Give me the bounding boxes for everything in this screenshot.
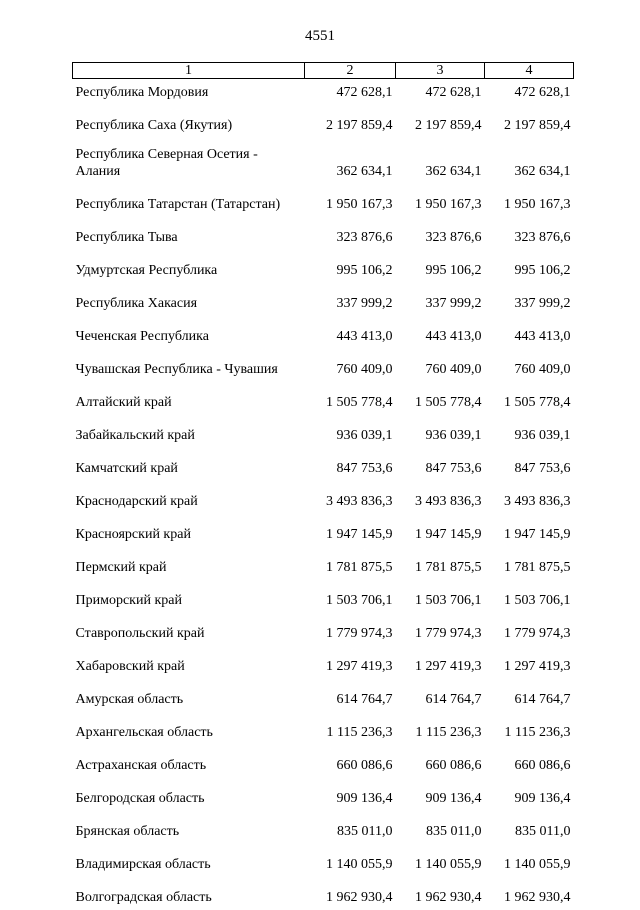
value-col3-cell: 1 140 055,9 <box>396 844 485 877</box>
table-row <box>73 382 574 415</box>
value-col2-cell: 472 628,1 <box>305 79 396 106</box>
region-name-cell: Удмуртская Республика <box>73 250 305 283</box>
table-row <box>73 349 574 382</box>
value-col3-cell: 1 962 930,4 <box>396 877 485 910</box>
table-row <box>73 514 574 547</box>
table-row <box>73 79 574 106</box>
region-name-cell: Владимирская область <box>73 844 305 877</box>
value-col2-cell: 1 779 974,3 <box>305 613 396 646</box>
value-col4-cell: 323 876,6 <box>485 217 574 250</box>
table-row <box>73 138 574 184</box>
region-name-cell: Забайкальский край <box>73 415 305 448</box>
region-name-cell: Чувашская Республика - Чувашия <box>73 349 305 382</box>
value-col2-cell: 660 086,6 <box>305 745 396 778</box>
region-name-cell: Хабаровский край <box>73 646 305 679</box>
table-row <box>73 283 574 316</box>
region-name-cell: Краснодарский край <box>73 481 305 514</box>
value-col3-cell: 472 628,1 <box>396 79 485 106</box>
value-col4-cell: 835 011,0 <box>485 811 574 844</box>
region-name-cell: Алтайский край <box>73 382 305 415</box>
table-row <box>73 250 574 283</box>
page-number: 4551 <box>0 28 640 45</box>
value-col4-cell: 936 039,1 <box>485 415 574 448</box>
value-col3-cell: 1 503 706,1 <box>396 580 485 613</box>
value-col2-cell: 847 753,6 <box>305 448 396 481</box>
value-col3-cell: 1 505 778,4 <box>396 382 485 415</box>
value-col3-cell: 1 781 875,5 <box>396 547 485 580</box>
value-col2-cell: 614 764,7 <box>305 679 396 712</box>
value-col3-cell: 909 136,4 <box>396 778 485 811</box>
value-col3-cell: 995 106,2 <box>396 250 485 283</box>
region-name-cell: Чеченская Республика <box>73 316 305 349</box>
value-col4-cell: 1 950 167,3 <box>485 184 574 217</box>
value-col2-cell: 1 115 236,3 <box>305 712 396 745</box>
region-name-cell: Амурская область <box>73 679 305 712</box>
region-name-cell: Архангельская область <box>73 712 305 745</box>
value-col4-cell: 472 628,1 <box>485 79 574 106</box>
value-col2-cell: 3 493 836,3 <box>305 481 396 514</box>
value-col4-cell: 1 140 055,9 <box>485 844 574 877</box>
table-row <box>73 745 574 778</box>
table-row <box>73 613 574 646</box>
value-col3-cell: 1 947 145,9 <box>396 514 485 547</box>
value-col3-cell: 2 197 859,4 <box>396 105 485 138</box>
table-row <box>73 778 574 811</box>
region-name-cell: Приморский край <box>73 580 305 613</box>
table-row <box>73 679 574 712</box>
region-name-cell: Ставропольский край <box>73 613 305 646</box>
value-col3-cell: 443 413,0 <box>396 316 485 349</box>
value-col4-cell: 760 409,0 <box>485 349 574 382</box>
region-name-cell: Республика Саха (Якутия) <box>73 105 305 138</box>
table-row <box>73 448 574 481</box>
budget-table <box>72 62 574 910</box>
table-row <box>73 547 574 580</box>
value-col4-cell: 909 136,4 <box>485 778 574 811</box>
value-col3-cell: 614 764,7 <box>396 679 485 712</box>
column-header-1: 1 <box>73 63 305 79</box>
table-row <box>73 316 574 349</box>
value-col4-cell: 660 086,6 <box>485 745 574 778</box>
value-col4-cell: 1 503 706,1 <box>485 580 574 613</box>
value-col4-cell: 847 753,6 <box>485 448 574 481</box>
value-col2-cell: 443 413,0 <box>305 316 396 349</box>
region-name-cell: Астраханская область <box>73 745 305 778</box>
value-col2-cell: 760 409,0 <box>305 349 396 382</box>
value-col2-cell: 1 140 055,9 <box>305 844 396 877</box>
table-row <box>73 105 574 138</box>
value-col3-cell: 3 493 836,3 <box>396 481 485 514</box>
table-row <box>73 184 574 217</box>
value-col2-cell: 2 197 859,4 <box>305 105 396 138</box>
region-name-cell: Брянская область <box>73 811 305 844</box>
region-name-cell: Республика Татарстан (Татарстан) <box>73 184 305 217</box>
value-col2-cell: 835 011,0 <box>305 811 396 844</box>
table-row <box>73 646 574 679</box>
value-col3-cell: 323 876,6 <box>396 217 485 250</box>
region-name-cell: Волгоградская область <box>73 877 305 910</box>
table-body <box>73 79 574 910</box>
value-col2-cell: 337 999,2 <box>305 283 396 316</box>
value-col2-cell: 323 876,6 <box>305 217 396 250</box>
value-col4-cell: 362 634,1 <box>485 138 574 184</box>
value-col2-cell: 1 962 930,4 <box>305 877 396 910</box>
table-row <box>73 712 574 745</box>
value-col4-cell: 614 764,7 <box>485 679 574 712</box>
value-col3-cell: 660 086,6 <box>396 745 485 778</box>
value-col4-cell: 337 999,2 <box>485 283 574 316</box>
value-col3-cell: 847 753,6 <box>396 448 485 481</box>
table-row <box>73 415 574 448</box>
table-row <box>73 877 574 910</box>
value-col3-cell: 835 011,0 <box>396 811 485 844</box>
value-col2-cell: 1 950 167,3 <box>305 184 396 217</box>
value-col3-cell: 362 634,1 <box>396 138 485 184</box>
region-name-cell: Республика Тыва <box>73 217 305 250</box>
value-col3-cell: 936 039,1 <box>396 415 485 448</box>
region-name-cell: Красноярский край <box>73 514 305 547</box>
value-col3-cell: 1 115 236,3 <box>396 712 485 745</box>
value-col4-cell: 1 115 236,3 <box>485 712 574 745</box>
value-col2-cell: 995 106,2 <box>305 250 396 283</box>
value-col4-cell: 1 779 974,3 <box>485 613 574 646</box>
value-col3-cell: 337 999,2 <box>396 283 485 316</box>
table-row <box>73 481 574 514</box>
value-col4-cell: 1 505 778,4 <box>485 382 574 415</box>
value-col4-cell: 3 493 836,3 <box>485 481 574 514</box>
value-col2-cell: 909 136,4 <box>305 778 396 811</box>
table-row <box>73 811 574 844</box>
value-col4-cell: 1 947 145,9 <box>485 514 574 547</box>
column-header-4: 4 <box>485 63 574 79</box>
value-col2-cell: 1 781 875,5 <box>305 547 396 580</box>
table-header-row <box>73 63 574 79</box>
value-col4-cell: 1 297 419,3 <box>485 646 574 679</box>
region-name-cell: Республика Мордовия <box>73 79 305 106</box>
value-col2-cell: 362 634,1 <box>305 138 396 184</box>
value-col2-cell: 936 039,1 <box>305 415 396 448</box>
table-row <box>73 844 574 877</box>
value-col4-cell: 1 962 930,4 <box>485 877 574 910</box>
region-name-cell: Белгородская область <box>73 778 305 811</box>
table-row <box>73 217 574 250</box>
column-header-3: 3 <box>396 63 485 79</box>
region-name-cell: Камчатский край <box>73 448 305 481</box>
region-name-cell: Пермский край <box>73 547 305 580</box>
value-col2-cell: 1 297 419,3 <box>305 646 396 679</box>
column-header-2: 2 <box>305 63 396 79</box>
value-col4-cell: 2 197 859,4 <box>485 105 574 138</box>
value-col4-cell: 443 413,0 <box>485 316 574 349</box>
value-col3-cell: 760 409,0 <box>396 349 485 382</box>
value-col2-cell: 1 505 778,4 <box>305 382 396 415</box>
value-col4-cell: 995 106,2 <box>485 250 574 283</box>
table-row <box>73 580 574 613</box>
value-col3-cell: 1 297 419,3 <box>396 646 485 679</box>
region-name-cell: Республика Северная Осетия - Алания <box>73 138 305 184</box>
value-col2-cell: 1 947 145,9 <box>305 514 396 547</box>
value-col3-cell: 1 779 974,3 <box>396 613 485 646</box>
region-name-cell: Республика Хакасия <box>73 283 305 316</box>
value-col4-cell: 1 781 875,5 <box>485 547 574 580</box>
value-col3-cell: 1 950 167,3 <box>396 184 485 217</box>
value-col2-cell: 1 503 706,1 <box>305 580 396 613</box>
